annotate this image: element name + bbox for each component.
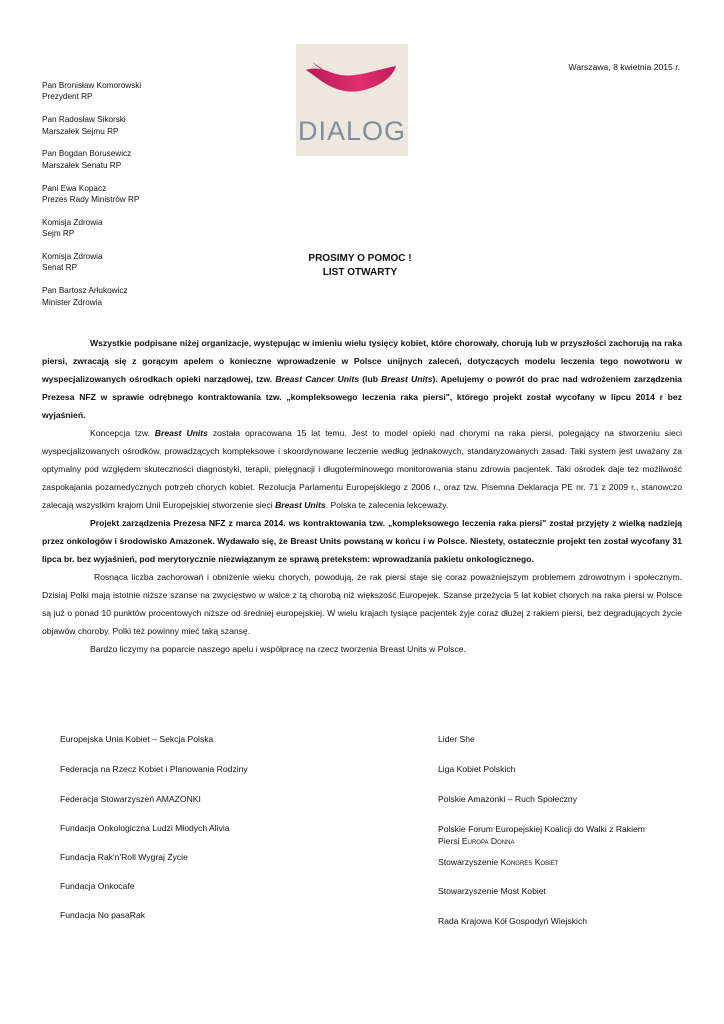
recipient-role: Minister Zdrowia xyxy=(42,297,103,307)
letter-date: Warszawa, 8 kwietnia 2015 r. xyxy=(568,62,680,72)
title-line-1: PROSIMY O POMOC ! xyxy=(308,253,412,264)
recipient-name: Pan Bartosz Arłukowicz xyxy=(42,286,128,296)
signatory-left: Fundacja Onkologiczna Ludzi Młodych Alivia xyxy=(60,823,230,833)
recipient-role: Marszałek Senatu RP xyxy=(42,160,122,170)
signatory-left: Fundacja No pasaRak xyxy=(60,910,146,920)
recipient xyxy=(42,148,282,171)
signatory-left: Federacja na Rzecz Kobiet i Planowania Rodziny xyxy=(60,764,248,774)
signatory-right: Stowarzyszenie Kongres Kobiet xyxy=(438,857,559,867)
paragraph-5: Bardzo liczymy na poparcie naszego apelu i współpracę na rzecz tworzenia Breast Units w Polsce. xyxy=(90,644,466,654)
signatory-right: Polskie Amazonki – Ruch Społeczny xyxy=(438,794,578,804)
logo-text: DIALOG xyxy=(297,116,407,146)
recipient-role: Sejm RP xyxy=(42,229,75,239)
signatory-left: Fundacja Onkocafe xyxy=(60,881,135,891)
signatory-left: Europejska Unia Kobiet – Sekcja Polska xyxy=(60,734,214,744)
recipient xyxy=(42,217,282,240)
recipient-name: Komisja Zdrowia xyxy=(42,217,103,227)
signatory-right: Liga Kobiet Polskich xyxy=(438,764,516,774)
recipient-role: Senat RP xyxy=(42,263,78,273)
paragraph-1: Wszystkie podpisane niżej organizacje, występując w imieniu wielu tysięcy kobiet, które chorowały, chorują lub w przyszłości zachorują na raka piersi, zwracają się z gorącym apelem o konieczne wprowadzenie w Polsce unijnych zaleceń, dotyczących modelu leczenia tego nowotworu w wyspecjalizowanych ośrodkach opieki narządowej, tzw. Breast Cancer Units (lub Breast Units). Apelujemy o powrót do prac nad wdrożeniem zarządzenia Prezesa NFZ w sprawie odrębnego kontraktowania tzw. „kompleksowego leczenia raka piersi", którego projekt został wycofany w lipcu 2014 r bez wyjaśnień. xyxy=(42,338,682,420)
recipients-block xyxy=(42,80,282,319)
recipient xyxy=(42,251,282,274)
letter-title xyxy=(250,252,470,280)
signatory-right: Stowarzyszenie Most Kobiet xyxy=(438,886,546,896)
signatory-left: Fundacja Rak'n'Roll Wygraj Życie xyxy=(60,852,188,862)
title-line-2: LIST OTWARTY xyxy=(322,267,398,278)
paragraph-2: Koncepcja tzw. Breast Units została opracowana 15 lat temu. Jest to model opieki nad chorymi na raka piersi, polegający na stworzeniu sieci wyspecjalizowanych ośrodków, prowadzących kompleksowe i skoordynowane leczenie według jednakowych, standaryzowanych zasad. Taki system jest uważany za optymalny pod względem skuteczności diagnostyki, terapii, pielęgnacji i długoterminowego monitorowania stanu zdrowia pacjentek. Taki ośrodek daje też możliwość zaspokajania pozamedycznych potrzeb chorych kobiet. Rezolucja Parlamentu Europejskiego z 2006 r., oraz tzw. Pisemna Deklaracja PE nr. 71 z 2009 r., stanowczo zalecają wszystkim krajom Unii Europejskiej stworzenie sieci Breast Units. Polska te zalecenia lekceważy. xyxy=(42,428,682,510)
signatory-left: Federacja Stowarzyszeń AMAZONKI xyxy=(60,794,201,804)
recipient xyxy=(42,80,282,103)
recipient xyxy=(42,114,282,137)
signatory-right: Lider She xyxy=(438,734,475,744)
recipient-role: Marszałek Sejmu RP xyxy=(42,126,119,136)
recipient-name: Pan Radosław Sikorski xyxy=(42,115,126,125)
paragraph-3: Projekt zarządzenia Prezesa NFZ z marca 2014. ws kontraktowania tzw. „kompleksowego leczenia raka piersi" został przyjęty z wielką nadzieją przez onkologów i środowisko Amazonek. Wydawało się, że Breast Units powstaną w końcu i w Polsce. Niestety, ostatecznie projekt ten został wycofany 31 lipca br. bez wyjaśnień, pod merytorycznie niezwiązanym ze sprawą pretekstem: wprowadzania pakietu onkologicznego. xyxy=(42,518,682,564)
recipient-name: Komisja Zdrowia xyxy=(42,252,103,262)
paragraph-4: Rosnąca liczba zachorowań i obniżenie wieku chorych, powodują, że rak piersi staje się coraz poważniejszym problemem zdrowotnym i społecznym. Dzisiaj Polki mają istotnie niższe szanse na zwycięstwo w walce z tą chorobą niż większość Europejek. Szanse przeżycia 5 lat kobiet chorych na raka piersi w Polsce są już o ponad 10 punktów procentowych niższe od średniej europejskiej. W wielu krajach tysiące pacjentek żyje coraz dłużej z rakiem piersi, bez degradujących życie objawów choroby. Polki też powinny mieć taką szansę. xyxy=(42,572,682,636)
recipient-role: Prezes Rady Ministrów RP xyxy=(42,195,140,205)
dialog-logo xyxy=(296,44,408,156)
recipient-name: Pan Bogdan Borusewicz xyxy=(42,149,132,159)
letter-body xyxy=(42,334,682,658)
signatory-right: Polskie Forum Europejskiej Koalicji do Walki z Rakiem Piersi Europa Donna xyxy=(438,824,645,846)
recipient-role: Prezydent RP xyxy=(42,92,93,102)
recipient-name: Pan Bronisław Komorowski xyxy=(42,81,142,90)
recipient-name: Pani Ewa Kopacz xyxy=(42,183,107,193)
signatory-right: Rada Krajowa Kół Gospodyń Wiejskich xyxy=(438,916,588,926)
recipient xyxy=(42,285,282,308)
recipient xyxy=(42,183,282,206)
